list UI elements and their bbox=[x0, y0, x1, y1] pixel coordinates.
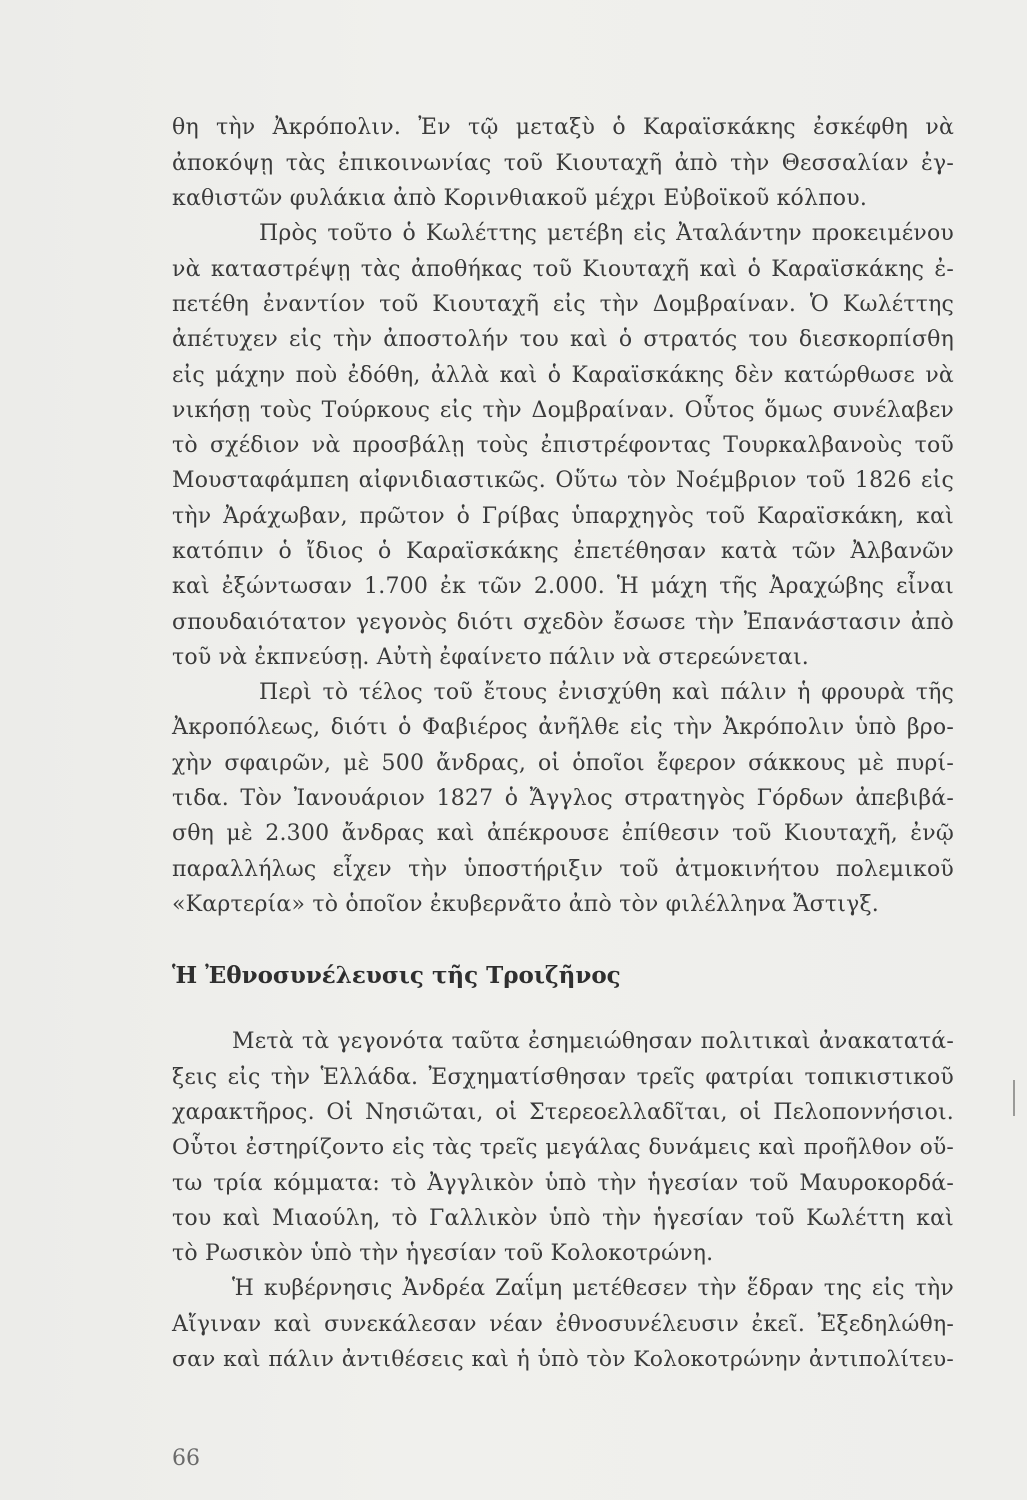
text-line: Ἀκροπόλεως, διότι ὁ Φαβιέρος ἀνῆλθε εἰς τὴν Ἀκρόπολιν ὑπὸ βρο- bbox=[172, 715, 954, 740]
text-line: του καὶ Μιαούλη, τὸ Γαλλικὸν ὑπὸ τὴν ἡγεσίαν τοῦ Κωλέττη καὶ bbox=[172, 1206, 954, 1231]
text-line: νὰ καταστρέψῃ τὰς ἀποθήκας τοῦ Κιουταχῆ καὶ ὁ Καραϊσκάκης ἐ- bbox=[172, 257, 954, 282]
text-line: καθιστῶν φυλάκια ἀπὸ Κορινθιακοῦ μέχρι Εὐβοϊκοῦ κόλπου. bbox=[172, 186, 868, 211]
text-line: εἰς μάχην ποὺ ἐδόθη, ἀλλὰ καὶ ὁ Καραϊσκάκης δὲν κατώρθωσε νὰ bbox=[172, 363, 954, 388]
page-edge-mark bbox=[1013, 1080, 1025, 1116]
text-line: ἀποκόψῃ τὰς ἐπικοινωνίας τοῦ Κιουταχῆ ἀπὸ τὴν Θεσσαλίαν ἐγ- bbox=[172, 151, 954, 176]
text-line: σπουδαιότατον γεγονὸς διότι σχεδὸν ἔσωσε τὴν Ἐπανάστασιν ἀπὸ bbox=[172, 610, 954, 635]
text-line: ξεις εἰς τὴν Ἑλλάδα. Ἐσχηματίσθησαν τρεῖς φατρίαι τοπικιστικοῦ bbox=[172, 1065, 954, 1090]
text-line: σαν καὶ πάλιν ἀντιθέσεις καὶ ἡ ὑπὸ τὸν Κολοκοτρώνην ἀντιπολίτευ- bbox=[172, 1347, 954, 1372]
text-line: παραλλήλως εἶχεν τὴν ὑποστήριξιν τοῦ ἀτμοκινήτου πολεμικοῦ bbox=[172, 857, 954, 882]
text-line: «Καρτερία» τὸ ὁποῖον ἐκυβερνᾶτο ἀπὸ τὸν φιλέλληνα Ἄστιγξ. bbox=[172, 892, 879, 917]
text-line: καὶ ἐξώντωσαν 1.700 ἐκ τῶν 2.000. Ἡ μάχη τῆς Ἀραχώβης εἶναι bbox=[172, 574, 954, 599]
text-line: Μουσταφάμπεη αἰφνιδιαστικῶς. Οὕτω τὸν Νοέμβριον τοῦ 1826 εἰς bbox=[172, 468, 954, 493]
text-line: σθη μὲ 2.300 ἄνδρας καὶ ἀπέκρουσε ἐπίθεσιν τοῦ Κιουταχῆ, ἐνῷ bbox=[172, 821, 954, 846]
section-heading: Ἡ Ἐθνοσυνέλευσις τῆς Τροιζῆνος bbox=[172, 962, 621, 989]
text-line: Αἴγιναν καὶ συνεκάλεσαν νέαν ἐθνοσυνέλευσιν ἐκεῖ. Ἐξεδηλώθη- bbox=[172, 1312, 954, 1337]
text-line: τὸ σχέδιον νὰ προσβάλῃ τοὺς ἐπιστρέφοντας Τουρκαλβανοὺς τοῦ bbox=[172, 433, 954, 458]
text-line: τὴν Ἀράχωβαν, πρῶτον ὁ Γρίβας ὑπαρχηγὸς τοῦ Καραϊσκάκη, καὶ bbox=[172, 504, 954, 529]
text-line: πετέθη ἐναντίον τοῦ Κιουταχῆ εἰς τὴν Δομβραίναν. Ὁ Κωλέττης bbox=[172, 292, 954, 317]
text-line: κατόπιν ὁ ἴδιος ὁ Καραϊσκάκης ἐπετέθησαν κατὰ τῶν Ἀλβανῶν bbox=[172, 539, 954, 564]
text-line: θη τὴν Ἀκρόπολιν. Ἐν τῷ μεταξὺ ὁ Καραϊσκάκης ἐσκέφθη νὰ bbox=[172, 115, 954, 140]
text-line: ἀπέτυχεν εἰς τὴν ἀποστολήν του καὶ ὁ στρατός του διεσκορπίσθη bbox=[172, 327, 954, 352]
text-line: τω τρία κόμματα: τὸ Ἀγγλικὸν ὑπὸ τὴν ἡγεσίαν τοῦ Μαυροκορδά- bbox=[172, 1171, 954, 1196]
text-line: τιδα. Τὸν Ἰανουάριον 1827 ὁ Ἄγγλος στρατηγὸς Γόρδων ἀπεβιβά- bbox=[172, 786, 954, 811]
text-line: τοῦ νὰ ἐκπνεύσῃ. Αὐτὴ ἐφαίνετο πάλιν νὰ στερεώνεται. bbox=[172, 645, 809, 670]
page-number: 66 bbox=[172, 1446, 200, 1471]
text-line: τὸ Ρωσικὸν ὑπὸ τὴν ἡγεσίαν τοῦ Κολοκοτρώνη. bbox=[172, 1241, 714, 1266]
text-line: Μετὰ τὰ γεγονότα ταῦτα ἐσημειώθησαν πολιτικαὶ ἀνακατατά- bbox=[232, 1029, 954, 1054]
text-line: χὴν σφαιρῶν, μὲ 500 ἄνδρας, οἱ ὁποῖοι ἔφερον σάκκους μὲ πυρί- bbox=[172, 751, 954, 776]
text-line: Πρὸς τοῦτο ὁ Κωλέττης μετέβη εἰς Ἀταλάντην προκειμένου bbox=[259, 221, 954, 246]
text-line: Περὶ τὸ τέλος τοῦ ἔτους ἐνισχύθη καὶ πάλιν ἡ φρουρὰ τῆς bbox=[259, 680, 954, 705]
text-line: Οὗτοι ἐστηρίζοντο εἰς τὰς τρεῖς μεγάλας δυνάμεις καὶ προῆλθον οὕ- bbox=[172, 1135, 954, 1160]
text-line: νικήσῃ τοὺς Τούρκους εἰς τὴν Δομβραίναν. Οὗτος ὅμως συνέλαβεν bbox=[172, 398, 954, 423]
text-line: Ἡ κυβέρνησις Ἀνδρέα Ζαΐμη μετέθεσεν τὴν ἕδραν της εἰς τὴν bbox=[232, 1276, 954, 1301]
text-line: χαρακτῆρος. Οἱ Νησιῶται, οἱ Στερεοελλαδῖται, οἱ Πελοποννήσιοι. bbox=[172, 1100, 954, 1125]
